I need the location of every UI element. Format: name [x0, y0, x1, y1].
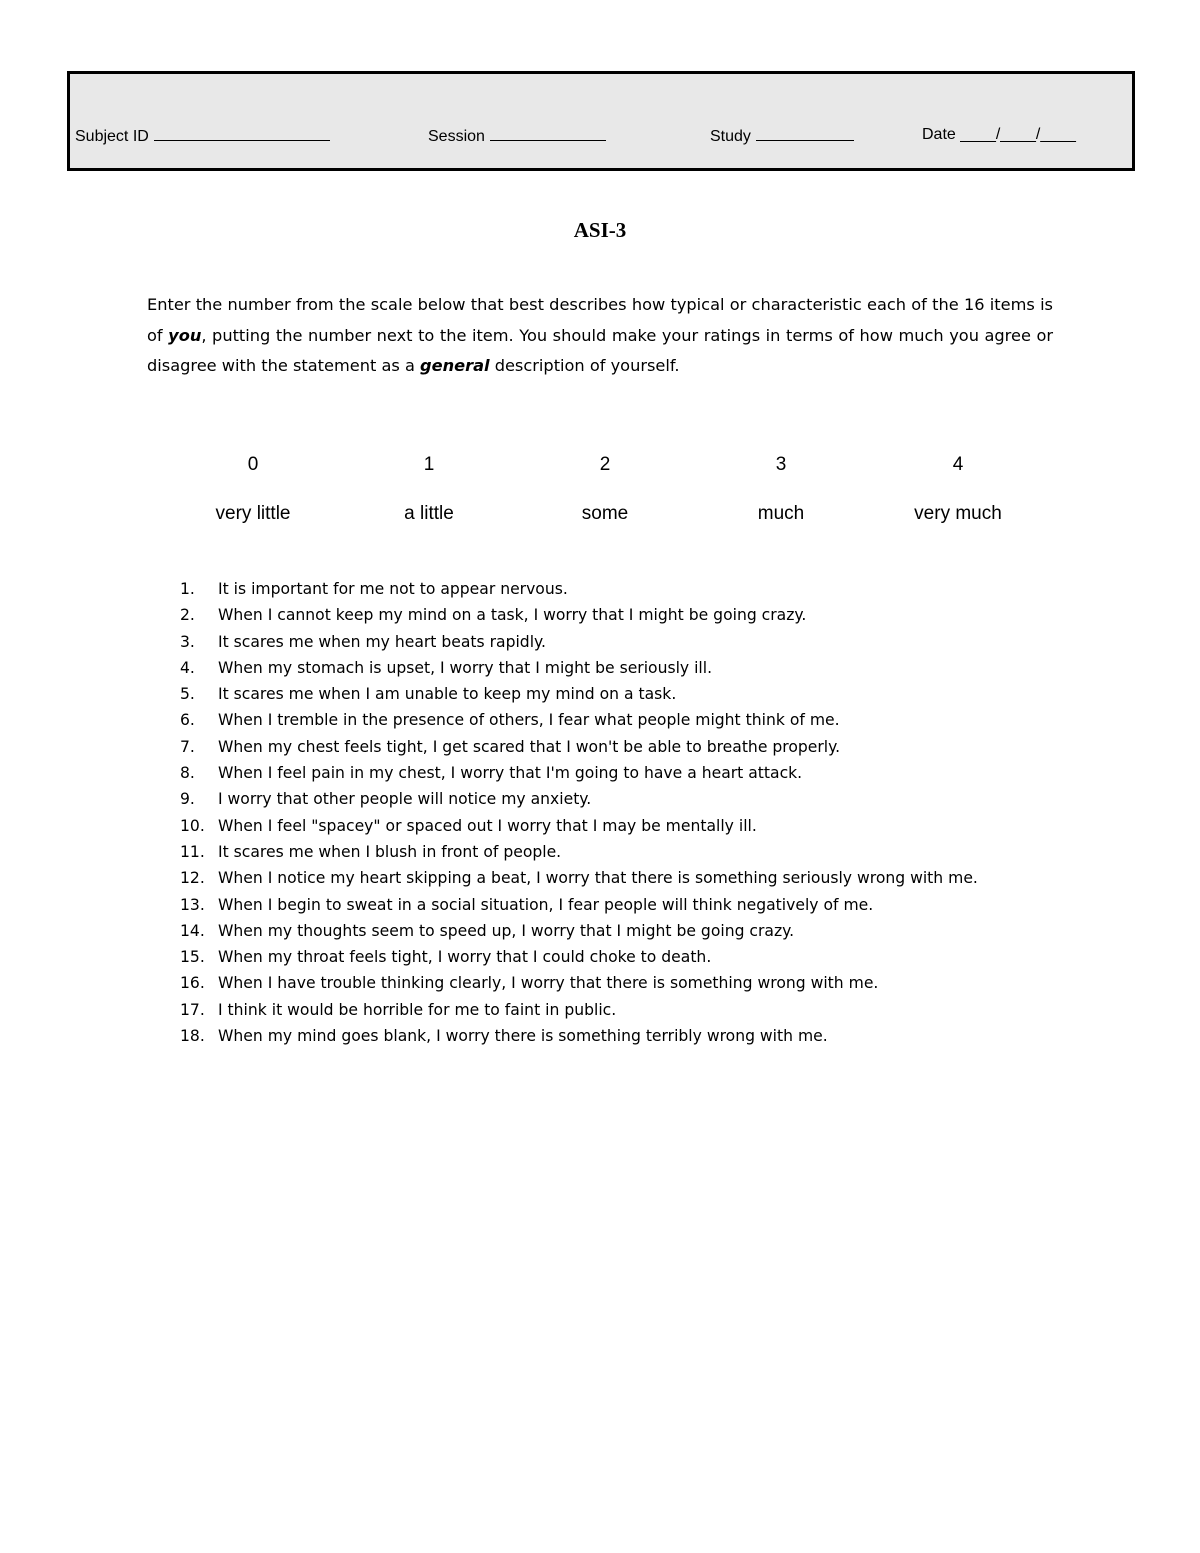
study-label: Study — [710, 128, 751, 145]
item-text: It scares me when I am unable to keep my mind on a task. — [218, 685, 677, 704]
scale-label: some — [581, 503, 629, 524]
list-item — [180, 707, 1060, 733]
item-text: I worry that other people will notice my anxiety. — [218, 790, 592, 809]
item-text: I think it would be horrible for me to faint in public. — [218, 1000, 617, 1019]
list-item — [180, 786, 1060, 812]
scale-label: much — [757, 503, 805, 524]
item-number: 15. — [180, 948, 205, 967]
scale-value: 2 — [599, 454, 611, 475]
subject-id-blank[interactable] — [154, 126, 330, 141]
item-number: 3. — [180, 632, 195, 651]
list-item — [180, 760, 1060, 786]
item-number: 10. — [180, 816, 205, 835]
item-number: 18. — [180, 1027, 205, 1046]
study-blank[interactable] — [756, 126, 854, 141]
item-number: 11. — [180, 842, 205, 861]
item-number: 6. — [180, 711, 195, 730]
instructions-paragraph — [147, 290, 1053, 382]
item-text: When I tremble in the presence of others, I fear what people might think of me. — [218, 711, 840, 730]
list-item — [180, 655, 1060, 681]
item-number: 16. — [180, 974, 205, 993]
session-field[interactable] — [428, 126, 606, 146]
list-item — [180, 944, 1060, 970]
item-text: When I begin to sweat in a social situation, I fear people will think negatively of me. — [218, 895, 874, 914]
item-text: When my mind goes blank, I worry there is something terribly wrong with me. — [218, 1027, 828, 1046]
item-text: It scares me when my heart beats rapidly. — [218, 632, 547, 651]
scale-value: 1 — [423, 454, 435, 475]
item-text: When I have trouble thinking clearly, I worry that there is something wrong with me. — [218, 974, 879, 993]
item-text: When I feel pain in my chest, I worry that I'm going to have a heart attack. — [218, 764, 803, 783]
item-number: 17. — [180, 1000, 205, 1019]
list-item — [180, 1023, 1060, 1049]
instructions-text-1: Enter the number from the scale below that best describes how typical or characteristic each of the 16 items is of — [147, 295, 1053, 345]
item-text: When my chest feels tight, I get scared that I won't be able to breathe properly. — [218, 737, 841, 756]
item-text: It is important for me not to appear nervous. — [218, 580, 568, 598]
item-text: When I feel "spacey" or spaced out I worry that I may be mentally ill. — [218, 816, 757, 835]
date-field[interactable] — [922, 126, 1076, 144]
list-item — [180, 681, 1060, 707]
item-text: It scares me when I blush in front of people. — [218, 842, 562, 861]
item-number: 13. — [180, 895, 205, 914]
instructions-emphasis-general: general — [420, 356, 490, 375]
subject-info-box — [67, 71, 1135, 171]
session-label: Session — [428, 128, 485, 145]
list-item — [180, 813, 1060, 839]
item-number: 1. — [180, 580, 195, 598]
scale-label: very little — [215, 503, 291, 524]
item-list — [180, 576, 1060, 1049]
instructions-text-2: , putting the number next to the item. You should make your ratings in terms of how much you agree or disagree with the statement as a — [147, 325, 1054, 375]
list-item — [180, 576, 1060, 602]
scale-label: a little — [404, 503, 454, 524]
item-number: 12. — [180, 869, 205, 888]
item-number: 2. — [180, 606, 195, 625]
list-item — [180, 602, 1060, 628]
page-title: ASI-3 — [573, 218, 627, 242]
item-number: 5. — [180, 685, 195, 704]
subject-id-label: Subject ID — [75, 128, 149, 145]
instructions-emphasis-you: you — [168, 325, 202, 345]
session-blank[interactable] — [490, 126, 606, 141]
instructions-text-3: description of yourself. — [489, 356, 680, 375]
item-text: When I cannot keep my mind on a task, I worry that I might be going crazy. — [218, 606, 807, 625]
list-item — [180, 839, 1060, 865]
date-blank[interactable]: ____/____/____ — [960, 126, 1076, 143]
item-text: When I notice my heart skipping a beat, I worry that there is something seriously wrong with me. — [218, 869, 978, 888]
list-item — [180, 970, 1060, 996]
item-text: When my throat feels tight, I worry that I could choke to death. — [218, 948, 712, 967]
item-number: 9. — [180, 790, 195, 809]
item-text: When my stomach is upset, I worry that I might be seriously ill. — [218, 658, 713, 677]
scale-label: very much — [914, 503, 1002, 524]
study-field[interactable] — [710, 126, 854, 146]
item-text: When my thoughts seem to speed up, I worry that I might be going crazy. — [218, 921, 795, 940]
item-number: 8. — [180, 764, 195, 783]
list-item — [180, 918, 1060, 944]
date-label: Date — [922, 126, 956, 143]
subject-id-field[interactable] — [75, 126, 330, 146]
list-item — [180, 892, 1060, 918]
item-number: 4. — [180, 658, 195, 677]
scale-value: 0 — [247, 454, 259, 475]
scale-value: 4 — [952, 454, 964, 475]
list-item — [180, 734, 1060, 760]
item-number: 7. — [180, 737, 195, 756]
item-number: 14. — [180, 921, 205, 940]
scale-value: 3 — [775, 454, 787, 475]
list-item — [180, 629, 1060, 655]
list-item — [180, 997, 1060, 1023]
list-item — [180, 865, 1060, 891]
